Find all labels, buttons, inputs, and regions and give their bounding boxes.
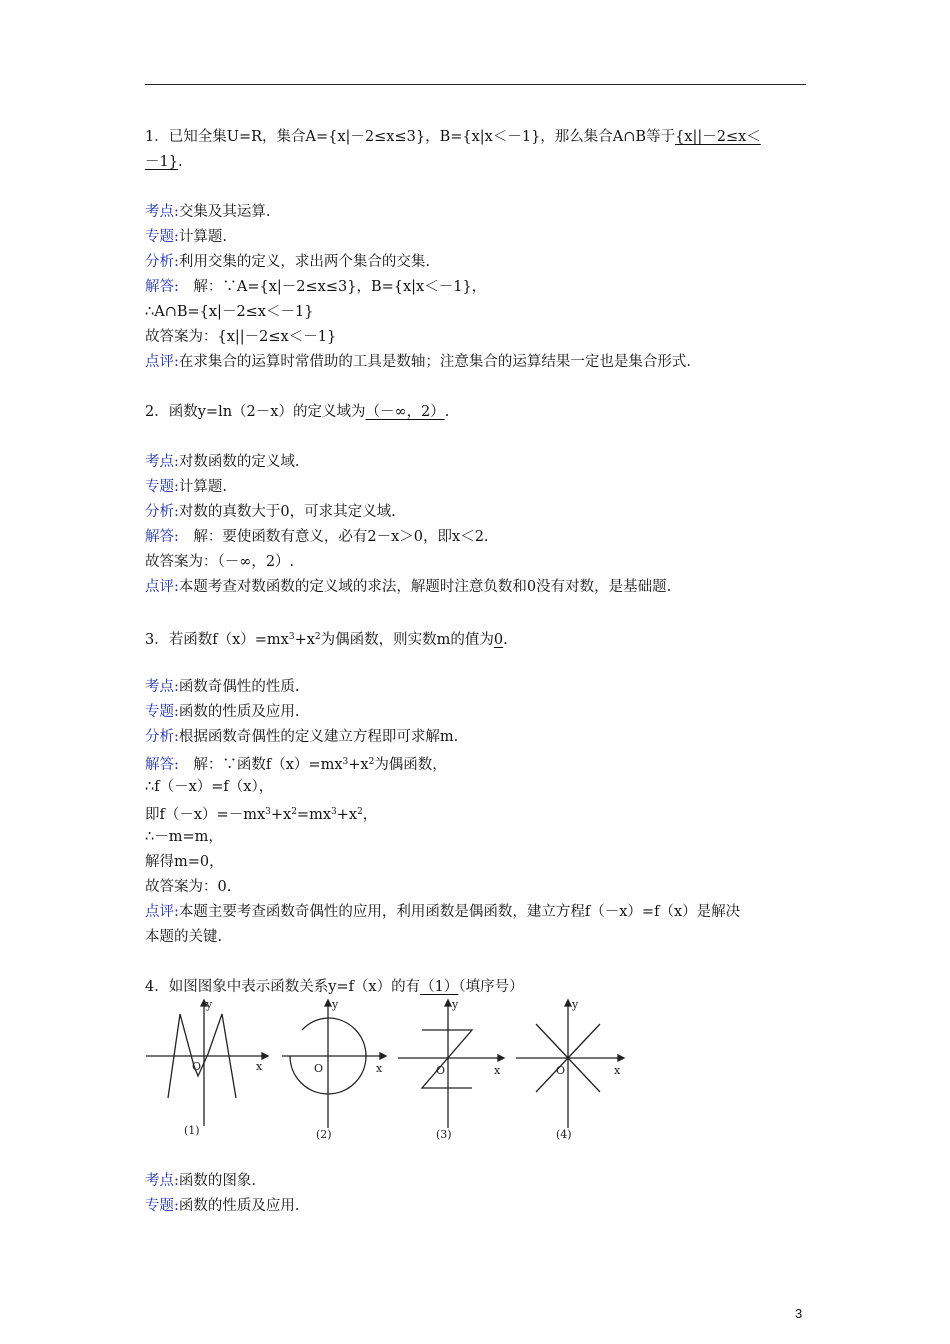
graph-1 — [146, 1000, 268, 1126]
graph-4-label: (4) — [556, 1128, 572, 1141]
q3-jieda-line2: ∴f（－x）=f（x）， — [145, 779, 274, 795]
q2-stem-text: 2．函数y=ln（2－x）的定义域为 — [145, 404, 366, 420]
q3-fenxi — [145, 728, 458, 746]
q3-jieda-line3 — [145, 803, 377, 824]
q3-jieda3-e: ， — [362, 807, 378, 823]
q1-fenxi — [145, 253, 430, 271]
q3-zhuanti-text: 函数的性质及应用. — [178, 704, 300, 720]
graph-3-curve — [422, 1030, 472, 1088]
q1-end: . — [177, 154, 183, 170]
q3-fenxi-text: 根据函数奇偶性的定义建立方程即可求解m. — [178, 729, 459, 745]
graph-3-origin: O — [436, 1064, 446, 1077]
q1-answer-part1: {x||－2≤x＜ — [675, 129, 761, 145]
graph-2-x-arrow — [380, 1053, 386, 1059]
kaodian-label: 考点: — [145, 1173, 179, 1189]
q4-zhuanti-text: 函数的性质及应用. — [178, 1198, 300, 1214]
zhuanti-label: 专题: — [145, 1198, 179, 1214]
q3-answer: 0 — [493, 632, 504, 648]
q2-stem — [145, 403, 449, 421]
exponent-3: 3 — [288, 632, 295, 642]
q3-stem-a: 3．若函数f（x）=mx — [145, 632, 289, 648]
q3-jieda3-b: +x — [270, 807, 292, 823]
header-rule — [145, 84, 806, 85]
q3-jieda-line4: ∴－m=m， — [145, 829, 223, 845]
q2-end: . — [444, 404, 450, 420]
q1-kaodian-text: 交集及其运算. — [178, 204, 271, 220]
graph-3-label: (3) — [436, 1128, 452, 1141]
q3-jieda1-a: 解：∵函数f（x）=mx — [178, 757, 343, 773]
page-number: 3 — [795, 1306, 803, 1321]
exponent-2: 2 — [357, 807, 363, 817]
graphs-svg — [140, 994, 640, 1144]
graph-1-origin: O — [192, 1060, 202, 1073]
q1-stem-cont — [145, 153, 183, 171]
graph-4-x-arrow — [618, 1055, 624, 1061]
graph-4 — [516, 1000, 624, 1128]
jieda-label: 解答: — [145, 757, 179, 773]
q3-dianping-line2: 本题的关键. — [145, 929, 223, 945]
q3-end: . — [503, 632, 508, 648]
q3-stem-c: 为偶函数，则实数m的值为 — [320, 632, 494, 648]
graph-3-y-arrow — [445, 1000, 451, 1006]
graph-2-origin: O — [314, 1062, 324, 1075]
fenxi-label: 分析: — [145, 504, 179, 520]
q3-dianping-text: 本题主要考查函数奇偶性的应用，利用函数是偶函数，建立方程f（－x）=f（x）是解决 — [178, 904, 741, 920]
graph-2-curve-top — [302, 1018, 328, 1030]
q3-jieda-line6: 故答案为：0. — [145, 879, 232, 895]
exponent-2: 2 — [314, 632, 321, 642]
kaodian-label: 考点: — [145, 454, 179, 470]
fenxi-label: 分析: — [145, 729, 179, 745]
exponent-3: 3 — [265, 807, 271, 817]
graph-1-y-label: y — [206, 998, 213, 1011]
kaodian-label: 考点: — [145, 679, 179, 695]
q4-zhuanti — [145, 1197, 300, 1215]
graph-3-x-label: x — [494, 1064, 501, 1077]
q3-jieda3-c: =mx — [296, 807, 331, 823]
graph-1-x-arrow — [262, 1053, 268, 1059]
q3-dianping — [145, 903, 740, 921]
zhuanti-label: 专题: — [145, 704, 179, 720]
dianping-label: 点评: — [145, 904, 179, 920]
dianping-label: 点评: — [145, 579, 179, 595]
q1-fenxi-text: 利用交集的定义，求出两个集合的交集. — [178, 254, 430, 270]
graph-4-x-label: x — [614, 1064, 621, 1077]
exponent-2: 2 — [291, 807, 297, 817]
q4-tail: （填序号） — [458, 979, 524, 995]
zhuanti-label: 专题: — [145, 229, 179, 245]
q1-jieda-line2: ∴A∩B={x|－2≤x＜－1} — [145, 304, 314, 320]
dianping-label: 点评: — [145, 354, 179, 370]
graph-2-y-label: y — [332, 998, 339, 1011]
q3-kaodian — [145, 678, 300, 696]
q3-jieda-line5: 解得m=0， — [145, 854, 224, 870]
q1-stem-text: 1．已知全集U=R，集合A={x|－2≤x≤3}，B={x|x＜－1}，那么集合A∩B等于 — [145, 129, 676, 145]
q3-jieda3-a: 即f（－x）=－mx — [145, 807, 266, 823]
q2-kaodian-text: 对数函数的定义域. — [178, 454, 300, 470]
q1-answer-part2: －1} — [145, 154, 178, 170]
q3-jieda1-c: 为偶函数， — [374, 757, 447, 773]
q3-jieda — [145, 753, 447, 774]
graph-3 — [398, 1000, 504, 1128]
q1-kaodian — [145, 203, 271, 221]
q2-fenxi — [145, 503, 396, 521]
jieda-label: 解答: — [145, 279, 179, 295]
q2-dianping-text: 本题考查对数函数的定义域的求法，解题时注意负数和0没有对数，是基础题. — [178, 579, 672, 595]
graph-3-x-arrow — [498, 1055, 504, 1061]
q1-jieda-line1: 解：∵A={x|－2≤x≤3}，B={x|x＜－1}， — [178, 279, 487, 295]
zhuanti-label: 专题: — [145, 479, 179, 495]
graph-4-y-arrow — [565, 1000, 571, 1006]
q1-jieda-line3: 故答案为：{x||－2≤x＜－1} — [145, 329, 337, 345]
q1-zhuanti-text: 计算题. — [178, 229, 227, 245]
q2-jieda-line2: 故答案为：（－∞，2）. — [145, 554, 295, 570]
q1-dianping-text: 在求集合的运算时常借助的工具是数轴；注意集合的运算结果一定也是集合形式. — [178, 354, 691, 370]
fenxi-label: 分析: — [145, 254, 179, 270]
q3-jieda3-d: +x — [336, 807, 358, 823]
q4-kaodian — [145, 1172, 256, 1190]
q3-stem — [145, 628, 508, 649]
exponent-3: 3 — [342, 757, 349, 767]
q4-kaodian-text: 函数的图象. — [178, 1173, 256, 1189]
kaodian-label: 考点: — [145, 204, 179, 220]
graph-2-x-label: x — [376, 1062, 383, 1075]
graph-4-origin: O — [556, 1064, 566, 1077]
q2-jieda — [145, 528, 489, 546]
q4-answer: （1） — [420, 979, 459, 995]
q2-fenxi-text: 对数的真数大于0，可求其定义域. — [178, 504, 396, 520]
q1-jieda — [145, 278, 486, 296]
q1-dianping — [145, 353, 691, 371]
q2-dianping — [145, 578, 671, 596]
q3-jieda1-b: +x — [348, 757, 369, 773]
graph-3-y-label: y — [452, 998, 459, 1011]
q2-zhuanti — [145, 478, 227, 496]
graph-2-label: (2) — [316, 1128, 332, 1141]
q3-zhuanti — [145, 703, 300, 721]
graph-2 — [282, 1000, 386, 1128]
q2-answer: （－∞，2） — [365, 404, 445, 420]
graph-1-label: (1) — [184, 1124, 200, 1137]
jieda-label: 解答: — [145, 529, 179, 545]
q1-stem — [145, 128, 761, 146]
exponent-3: 3 — [331, 807, 337, 817]
graph-2-y-arrow — [325, 1000, 331, 1006]
graph-1-x-label: x — [256, 1060, 263, 1073]
graph-4-y-label: y — [572, 998, 579, 1011]
function-graphs-figure — [140, 994, 640, 1144]
q3-kaodian-text: 函数奇偶性的性质. — [178, 679, 300, 695]
q2-jieda-line1: 解：要使函数有意义，必有2－x＞0，即x＜2. — [178, 529, 489, 545]
q2-kaodian — [145, 453, 300, 471]
exponent-2: 2 — [368, 757, 375, 767]
q3-stem-b: +x — [294, 632, 315, 648]
q2-zhuanti-text: 计算题. — [178, 479, 227, 495]
q4-stem-text: 4．如图图象中表示函数关系y=f（x）的有 — [145, 979, 421, 995]
q1-zhuanti — [145, 228, 227, 246]
